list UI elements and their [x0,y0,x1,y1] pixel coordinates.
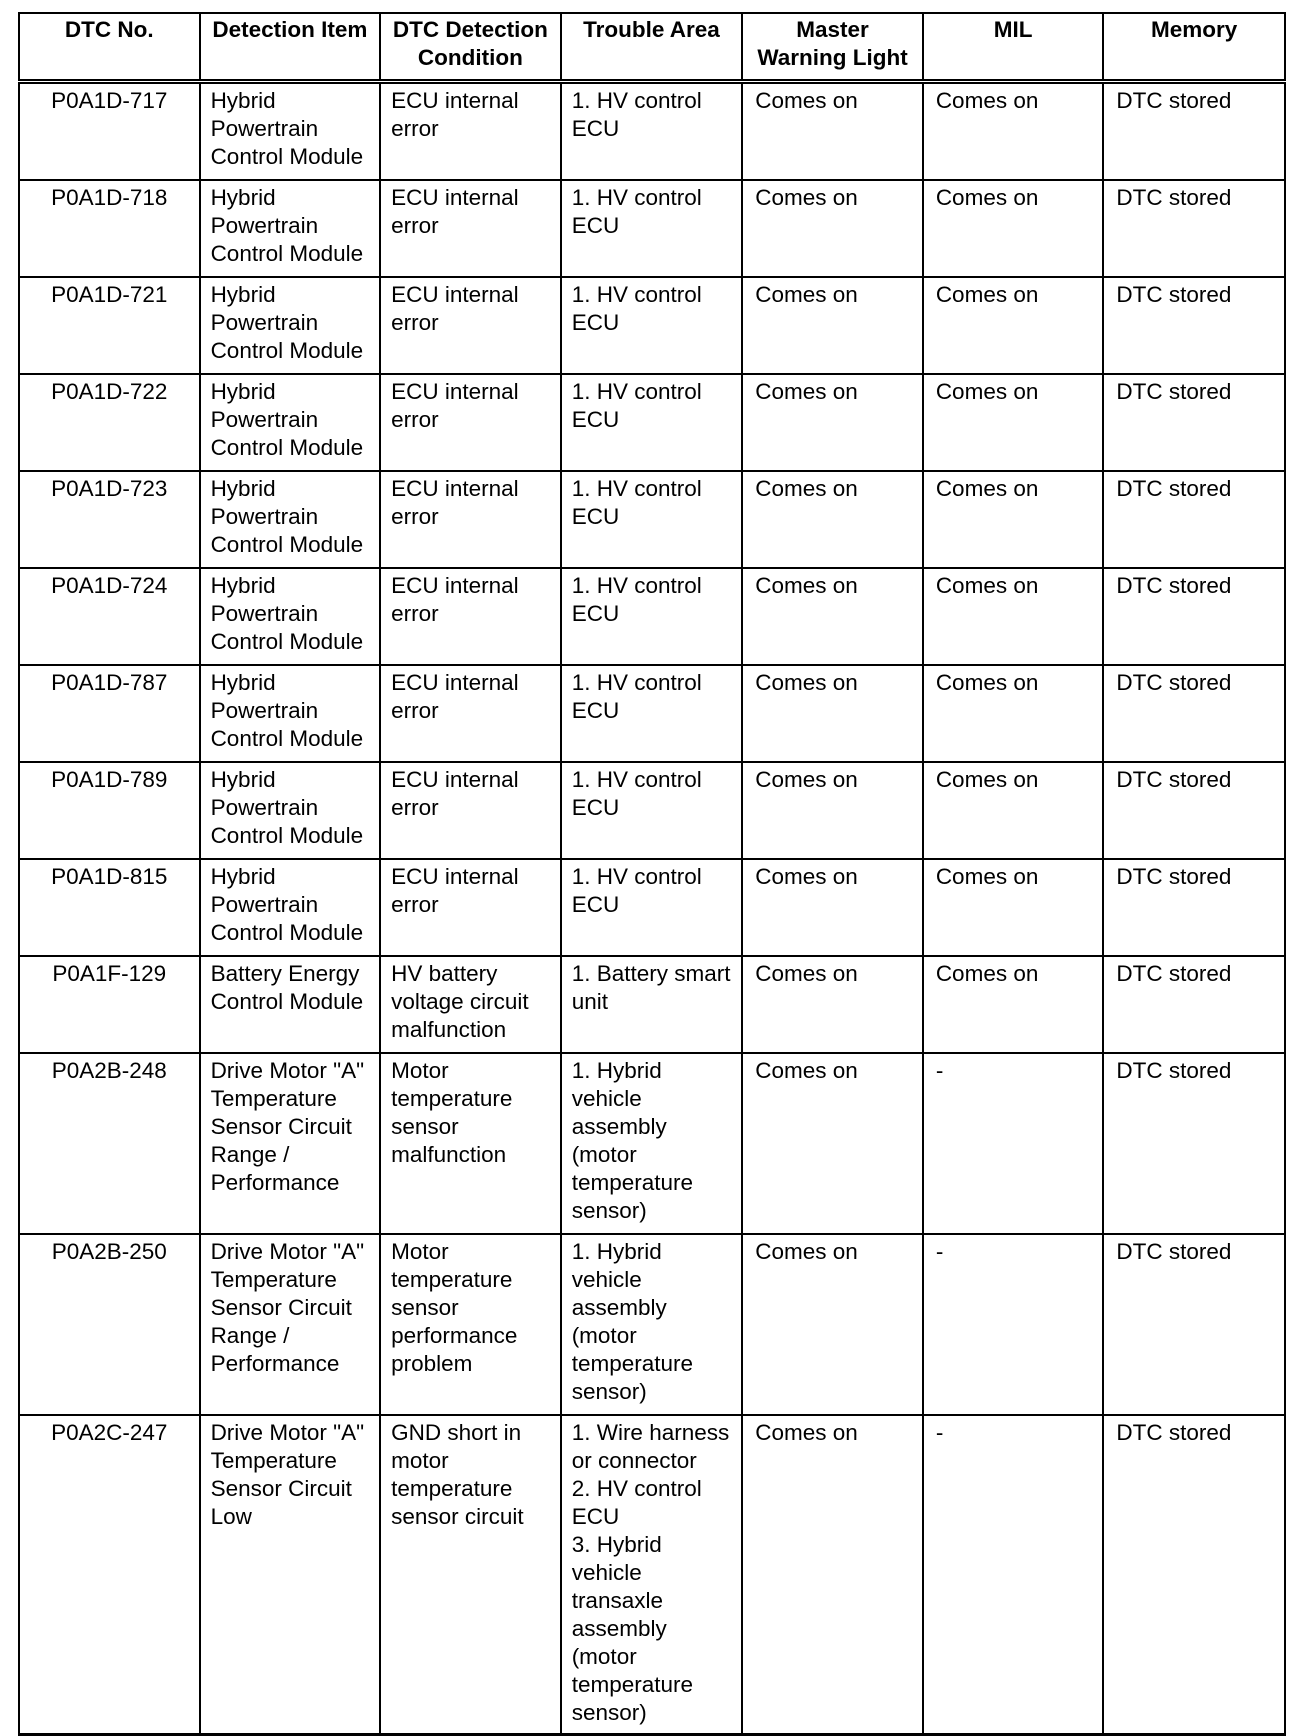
detection-condition: Motor temperature sensor performance problem [380,1234,561,1415]
detection-item: Hybrid Powertrain Control Module [200,374,381,471]
memory-status: DTC stored [1103,180,1285,277]
detection-item: Hybrid Powertrain Control Module [200,471,381,568]
master-warning-light: Comes on [742,665,923,762]
detection-item: Battery Energy Control Module [200,956,381,1053]
trouble-area: 1. HV control ECU [561,374,743,471]
memory-status: DTC stored [1103,1053,1285,1234]
memory-status: DTC stored [1103,471,1285,568]
memory-status: DTC stored [1103,374,1285,471]
detection-item: Drive Motor "A" Temperature Sensor Circuit Low [200,1415,381,1735]
memory-status: DTC stored [1103,82,1285,181]
table-row [19,1415,1285,1735]
dtc-code: P0A2B-248 [19,1053,200,1234]
table-row [19,859,1285,956]
dtc-code: P0A1F-129 [19,956,200,1053]
dtc-code: P0A1D-721 [19,277,200,374]
detection-condition: ECU internal error [380,374,561,471]
mil-status: Comes on [923,277,1104,374]
mil-status: Comes on [923,568,1104,665]
detection-item: Hybrid Powertrain Control Module [200,277,381,374]
dtc-table [18,12,1286,1736]
memory-status: DTC stored [1103,1415,1285,1735]
mil-status: - [923,1415,1104,1735]
dtc-code: P0A1D-722 [19,374,200,471]
header-dtc-no: DTC No. [19,13,200,82]
detection-condition: ECU internal error [380,762,561,859]
table-row [19,1053,1285,1234]
header-memory: Memory [1103,13,1285,82]
trouble-area: 1. HV control ECU [561,859,743,956]
detection-item: Hybrid Powertrain Control Module [200,82,381,181]
master-warning-light: Comes on [742,277,923,374]
table-row [19,374,1285,471]
trouble-area: 1. HV control ECU [561,277,743,374]
header-detection-item: Detection Item [200,13,381,82]
header-master-warning-light: Master Warning Light [742,13,923,82]
dtc-code: P0A1D-789 [19,762,200,859]
dtc-code: P0A2B-250 [19,1234,200,1415]
trouble-area: 1. Hybrid vehicle assembly (motor temperature sensor) [561,1234,743,1415]
detection-condition: ECU internal error [380,859,561,956]
detection-item: Hybrid Powertrain Control Module [200,180,381,277]
detection-condition: ECU internal error [380,180,561,277]
mil-status: Comes on [923,471,1104,568]
trouble-area: 1. HV control ECU [561,180,743,277]
dtc-code: P0A2C-247 [19,1415,200,1735]
memory-status: DTC stored [1103,1234,1285,1415]
mil-status: Comes on [923,82,1104,181]
memory-status: DTC stored [1103,956,1285,1053]
document-page [18,12,1286,1736]
dtc-code: P0A1D-717 [19,82,200,181]
detection-condition: GND short in motor temperature sensor circuit [380,1415,561,1735]
memory-status: DTC stored [1103,277,1285,374]
trouble-area: 1. HV control ECU [561,665,743,762]
mil-status: Comes on [923,762,1104,859]
detection-condition: ECU internal error [380,82,561,181]
dtc-code: P0A1D-724 [19,568,200,665]
detection-condition: ECU internal error [380,277,561,374]
detection-item: Hybrid Powertrain Control Module [200,568,381,665]
trouble-area: 1. Hybrid vehicle assembly (motor temperature sensor) [561,1053,743,1234]
master-warning-light: Comes on [742,1053,923,1234]
mil-status: - [923,1053,1104,1234]
master-warning-light: Comes on [742,1415,923,1735]
table-row [19,1234,1285,1415]
memory-status: DTC stored [1103,665,1285,762]
table-row [19,665,1285,762]
table-row [19,568,1285,665]
mil-status: Comes on [923,859,1104,956]
trouble-area: 1. HV control ECU [561,82,743,181]
table-body [19,82,1285,1735]
master-warning-light: Comes on [742,568,923,665]
table-row [19,471,1285,568]
mil-status: Comes on [923,374,1104,471]
trouble-area: 1. Battery smart unit [561,956,743,1053]
detection-condition: HV battery voltage circuit malfunction [380,956,561,1053]
detection-condition: ECU internal error [380,665,561,762]
detection-condition: Motor temperature sensor malfunction [380,1053,561,1234]
table-row [19,180,1285,277]
detection-item: Hybrid Powertrain Control Module [200,762,381,859]
detection-condition: ECU internal error [380,471,561,568]
master-warning-light: Comes on [742,1234,923,1415]
master-warning-light: Comes on [742,180,923,277]
header-trouble-area: Trouble Area [561,13,743,82]
table-row [19,82,1285,181]
memory-status: DTC stored [1103,859,1285,956]
master-warning-light: Comes on [742,956,923,1053]
master-warning-light: Comes on [742,471,923,568]
trouble-area: 1. HV control ECU [561,568,743,665]
detection-item: Drive Motor "A" Temperature Sensor Circuit Range / Performance [200,1234,381,1415]
mil-status: Comes on [923,665,1104,762]
header-mil: MIL [923,13,1104,82]
master-warning-light: Comes on [742,374,923,471]
mil-status: - [923,1234,1104,1415]
trouble-area: 1. HV control ECU [561,762,743,859]
master-warning-light: Comes on [742,859,923,956]
dtc-code: P0A1D-815 [19,859,200,956]
master-warning-light: Comes on [742,762,923,859]
header-row [19,13,1285,82]
detection-condition: ECU internal error [380,568,561,665]
dtc-code: P0A1D-723 [19,471,200,568]
memory-status: DTC stored [1103,568,1285,665]
mil-status: Comes on [923,956,1104,1053]
master-warning-light: Comes on [742,82,923,181]
header-detection-condition: DTC Detection Condition [380,13,561,82]
table-row [19,277,1285,374]
detection-item: Hybrid Powertrain Control Module [200,859,381,956]
trouble-area: 1. Wire harness or connector 2. HV control ECU 3. Hybrid vehicle transaxle assembly (motor temperature sensor) [561,1415,743,1735]
mil-status: Comes on [923,180,1104,277]
dtc-code: P0A1D-787 [19,665,200,762]
trouble-area: 1. HV control ECU [561,471,743,568]
dtc-code: P0A1D-718 [19,180,200,277]
detection-item: Hybrid Powertrain Control Module [200,665,381,762]
table-row [19,762,1285,859]
detection-item: Drive Motor "A" Temperature Sensor Circuit Range / Performance [200,1053,381,1234]
memory-status: DTC stored [1103,762,1285,859]
table-row [19,956,1285,1053]
